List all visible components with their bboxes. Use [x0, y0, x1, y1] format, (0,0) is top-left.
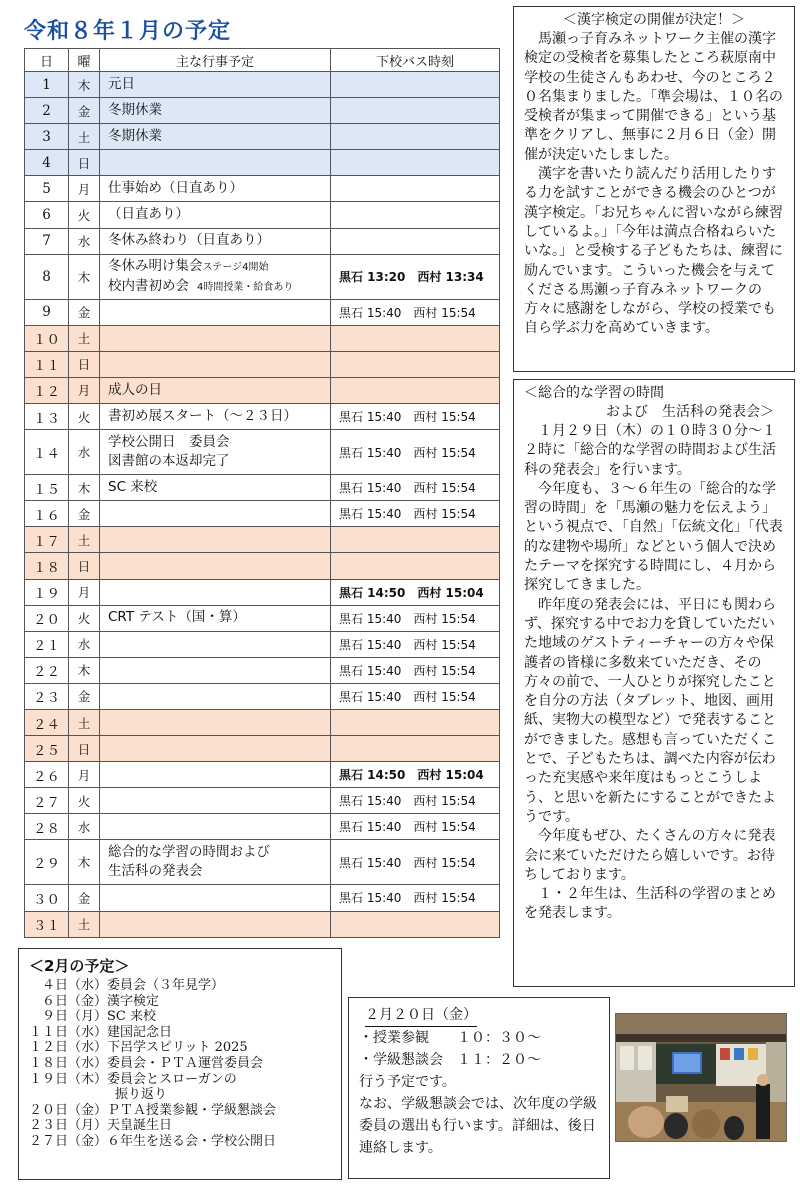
row-events	[100, 150, 331, 176]
list-item: １２日（水）下呂学スピリット 2025	[29, 1040, 248, 1056]
row-events	[100, 814, 331, 840]
event-text: 冬休み終わり（日直あり）	[108, 232, 270, 249]
row-weekday: 日	[69, 150, 100, 176]
row-events	[100, 404, 331, 430]
presentation-paragraph: 今年度もぜひ、たくさんの方々に発表会に来ていただけたら嬉しいです。お待ちしております。	[524, 828, 776, 883]
event-text: 書初め展スタート（～２３日）	[108, 407, 297, 424]
row-bus-time	[331, 527, 500, 553]
row-day: ２６	[25, 762, 69, 788]
row-weekday: 土	[69, 527, 100, 553]
table-row	[25, 885, 500, 911]
row-events	[100, 657, 331, 683]
row-weekday: 金	[69, 299, 100, 325]
table-row	[25, 683, 500, 709]
event-text: 冬期休業	[108, 101, 162, 118]
row-day: ２５	[25, 736, 69, 762]
row-bus-time	[331, 736, 500, 762]
presentation-notice	[513, 379, 795, 987]
event-text: 冬休み明け集会	[108, 258, 203, 275]
row-events	[100, 98, 331, 124]
row-day: 8	[25, 254, 69, 299]
row-day: １８	[25, 553, 69, 579]
row-events	[100, 430, 331, 475]
row-weekday: 土	[69, 325, 100, 351]
row-events	[100, 631, 331, 657]
event-text: 生活科の発表会	[108, 863, 203, 880]
table-row	[25, 762, 500, 788]
page-title: 令和８年１月の予定	[24, 19, 232, 44]
row-day: 1	[25, 72, 69, 98]
table-row	[25, 228, 500, 254]
row-weekday: 火	[69, 202, 100, 228]
presentation-paragraph: １月２９日（木）の１０時３０分～１２時に「総合的な学習の時間および生活科の発表会」を行います。	[524, 423, 776, 478]
row-day: 2	[25, 98, 69, 124]
event-text: 仕事始め（日直あり）	[108, 180, 243, 197]
row-day: 4	[25, 150, 69, 176]
row-bus-time: 黒石 15:40 西村 15:54	[331, 475, 500, 501]
visit-line: ・授業参観 １０：３０～	[359, 1030, 541, 1046]
row-day: ３１	[25, 911, 69, 937]
table-row	[25, 814, 500, 840]
row-day: 9	[25, 299, 69, 325]
row-weekday: 木	[69, 254, 100, 299]
row-events	[100, 683, 331, 709]
row-weekday: 土	[69, 709, 100, 735]
list-item: ４日（水）委員会（３年見学）	[29, 978, 225, 993]
row-bus-time	[331, 124, 500, 150]
header-bus-time: 下校バス時刻	[331, 49, 500, 72]
table-row	[25, 98, 500, 124]
row-weekday: 金	[69, 98, 100, 124]
row-bus-time: 黒石 15:40 西村 15:54	[331, 657, 500, 683]
row-day: １９	[25, 579, 69, 605]
list-item: １１日（水）建国記念日	[29, 1024, 173, 1040]
row-weekday: 火	[69, 605, 100, 631]
table-row	[25, 72, 500, 98]
row-bus-time	[331, 150, 500, 176]
row-weekday: 金	[69, 501, 100, 527]
row-bus-time	[331, 72, 500, 98]
list-item: ６日（金）漢字検定	[29, 993, 160, 1009]
row-weekday: 水	[69, 814, 100, 840]
list-item: ９日（月）SC 来校	[29, 1009, 156, 1025]
event-text: 総合的な学習の時間および	[108, 843, 270, 860]
row-day: ２１	[25, 631, 69, 657]
row-day: 5	[25, 176, 69, 202]
presentation-subheading: および 生活科の発表会＞	[606, 404, 774, 420]
row-events	[100, 579, 331, 605]
row-bus-time: 黒石 15:40 西村 15:54	[331, 430, 500, 475]
row-events	[100, 911, 331, 937]
row-events	[100, 124, 331, 150]
row-bus-time	[331, 911, 500, 937]
row-weekday: 火	[69, 788, 100, 814]
row-day: １１	[25, 351, 69, 377]
table-row	[25, 736, 500, 762]
row-bus-time: 黒石 15:40 西村 15:54	[331, 631, 500, 657]
event-text: 図書館の本返却完了	[108, 453, 230, 470]
row-weekday: 木	[69, 840, 100, 885]
row-events	[100, 72, 331, 98]
visit-line: 行う予定です。	[359, 1074, 456, 1090]
row-bus-time	[331, 98, 500, 124]
table-header-row	[25, 49, 500, 72]
event-text: 学校公開日 委員会	[108, 433, 230, 450]
kanji-paragraph: 馬瀬っ子育みネットワーク主催の漢字検定の受検者を募集したところ萩原南中学校の生徒さんもあわせ、今のところ２０名集まりました。「準会場は、１０名の受検者が集まって開催できる」という基準をクリアし、無事に２月６日（金）開催が決定いたしました。	[524, 31, 783, 163]
row-events	[100, 885, 331, 911]
row-day: ２９	[25, 840, 69, 885]
event-text: （日直あり）	[108, 206, 189, 223]
row-weekday: 木	[69, 475, 100, 501]
row-bus-time: 黒石 15:40 西村 15:54	[331, 605, 500, 631]
row-weekday: 水	[69, 430, 100, 475]
row-bus-time	[331, 176, 500, 202]
list-item: ２７日（金）６年生を送る会・学校公開日	[29, 1133, 277, 1149]
event-note: ステージ4開始	[202, 262, 269, 274]
row-weekday: 土	[69, 911, 100, 937]
row-weekday: 木	[69, 657, 100, 683]
row-bus-time: 黒石 14:50 西村 15:04	[331, 579, 500, 605]
row-bus-time: 黒石 15:40 西村 15:54	[331, 404, 500, 430]
presentation-paragraph: 今年度も、３～６年生の「総合的な学習の時間」を「馬瀬の魅力を伝えよう」という視点で、「自然」「伝統文化」「代表的な建物や場所」などという個人で決めたテーマを探究する時間にし、４月から探究してきました。	[524, 480, 783, 594]
row-day: ２２	[25, 657, 69, 683]
event-text: 元日	[108, 75, 135, 92]
row-weekday: 日	[69, 553, 100, 579]
event-text: 冬期休業	[108, 127, 162, 144]
row-day: １０	[25, 325, 69, 351]
list-item: １９日（木）委員会とスローガンの	[29, 1071, 237, 1087]
row-events	[100, 605, 331, 631]
row-bus-time	[331, 325, 500, 351]
table-row	[25, 911, 500, 937]
row-events	[100, 377, 331, 403]
february-schedule	[18, 948, 342, 1180]
row-events	[100, 553, 331, 579]
kanji-heading: ＜漢字検定の開催が決定！＞	[563, 12, 745, 28]
row-day: ３０	[25, 885, 69, 911]
event-note: 4時間授業・給食あり	[197, 281, 294, 293]
row-day: ２７	[25, 788, 69, 814]
row-bus-time: 黒石 15:40 西村 15:54	[331, 501, 500, 527]
visit-line: ・学級懇談会 １１：２０～	[359, 1052, 541, 1068]
row-events	[100, 176, 331, 202]
header-day: 日	[25, 49, 69, 72]
row-bus-time	[331, 202, 500, 228]
row-events	[100, 202, 331, 228]
header-weekday: 曜	[69, 49, 100, 72]
event-text: CRT テスト（国・算）	[108, 609, 246, 626]
row-bus-time: 黒石 15:40 西村 15:54	[331, 683, 500, 709]
row-weekday: 土	[69, 124, 100, 150]
row-day: ２４	[25, 709, 69, 735]
table-row	[25, 176, 500, 202]
row-weekday: 金	[69, 683, 100, 709]
row-day: 6	[25, 202, 69, 228]
row-weekday: 火	[69, 404, 100, 430]
row-events	[100, 325, 331, 351]
row-events	[100, 351, 331, 377]
row-weekday: 水	[69, 631, 100, 657]
row-events	[100, 840, 331, 885]
row-bus-time	[331, 228, 500, 254]
kanji-paragraph: 漢字を書いたり読んだり活用したりする力を試すことができる機会のひとつが漢字検定。「お兄ちゃんに習いながら練習しているよ。」「今年は満点合格ねらいたいな。」と受検する子どもたちは、練習に励んでいます。こういった機会を与えてくださる馬瀬っ子育みネットワークの方々に感謝をしながら、学校の授業でも自ら学ぶ力を高めていきます。	[524, 166, 783, 337]
presentation-heading: ＜総合的な学習の時間	[524, 385, 664, 401]
table-row	[25, 631, 500, 657]
row-events	[100, 736, 331, 762]
header-events: 主な行事予定	[100, 49, 331, 72]
table-row	[25, 150, 500, 176]
row-weekday: 金	[69, 885, 100, 911]
list-item: １８日（水）委員会・ＰＴＡ運営委員会	[29, 1055, 264, 1071]
table-row	[25, 377, 500, 403]
row-events	[100, 254, 331, 299]
row-weekday: 月	[69, 762, 100, 788]
row-day: 7	[25, 228, 69, 254]
row-bus-time	[331, 377, 500, 403]
row-day: １６	[25, 501, 69, 527]
list-item: ２３日（月）天皇誕生日	[29, 1118, 173, 1134]
row-events	[100, 762, 331, 788]
row-bus-time	[331, 709, 500, 735]
row-bus-time	[331, 553, 500, 579]
table-row	[25, 840, 500, 885]
row-day: １２	[25, 377, 69, 403]
row-events	[100, 299, 331, 325]
row-day: 3	[25, 124, 69, 150]
row-bus-time: 黒石 13:20 西村 13:34	[331, 254, 500, 299]
table-row	[25, 605, 500, 631]
list-item: 振り返り	[115, 1087, 168, 1103]
table-row	[25, 709, 500, 735]
row-weekday: 月	[69, 176, 100, 202]
row-bus-time	[331, 351, 500, 377]
row-events	[100, 709, 331, 735]
row-weekday: 水	[69, 228, 100, 254]
row-day: １５	[25, 475, 69, 501]
visit-date: ２月２０日（金）	[365, 1004, 477, 1027]
row-events	[100, 228, 331, 254]
row-bus-time: 黒石 15:40 西村 15:54	[331, 299, 500, 325]
row-bus-time: 黒石 15:40 西村 15:54	[331, 885, 500, 911]
table-row	[25, 475, 500, 501]
table-row	[25, 501, 500, 527]
row-events	[100, 527, 331, 553]
table-row	[25, 657, 500, 683]
row-bus-time: 黒石 15:40 西村 15:54	[331, 788, 500, 814]
table-row	[25, 579, 500, 605]
row-bus-time: 黒石 14:50 西村 15:04	[331, 762, 500, 788]
row-weekday: 日	[69, 736, 100, 762]
presentation-paragraph: 昨年度の発表会には、平日にも関わらず、探究する中でお力を貸していただいた地域のゲストティーチャーの方々や保護者の皆様に多数来ていただき、その方々の前で、一人ひとりが探究したことを自分の方法（タブレット、地図、画用紙、実物大の模型など）で発表することができました。感想も言っていただくことで、子どもたちは、調べた内容が伝わった充実感や来年度はもっとこうしよう、と思いを新たにすることができたようです。	[524, 596, 776, 825]
row-weekday: 月	[69, 579, 100, 605]
january-schedule-table	[24, 48, 500, 938]
table-row	[25, 351, 500, 377]
row-day: １７	[25, 527, 69, 553]
class-visit-notice	[348, 997, 610, 1179]
table-row	[25, 325, 500, 351]
row-bus-time: 黒石 15:40 西村 15:54	[331, 840, 500, 885]
row-day: １３	[25, 404, 69, 430]
row-weekday: 木	[69, 72, 100, 98]
classroom-photo	[615, 1013, 787, 1142]
table-row	[25, 124, 500, 150]
row-events	[100, 788, 331, 814]
row-day: ２８	[25, 814, 69, 840]
row-day: ２３	[25, 683, 69, 709]
table-row	[25, 788, 500, 814]
row-day: ２０	[25, 605, 69, 631]
row-bus-time: 黒石 15:40 西村 15:54	[331, 814, 500, 840]
table-row	[25, 254, 500, 299]
event-text: SC 来校	[108, 478, 158, 495]
table-row	[25, 202, 500, 228]
row-day: １４	[25, 430, 69, 475]
table-row	[25, 430, 500, 475]
presentation-paragraph: １・２年生は、生活科の学習のまとめを発表します。	[524, 886, 776, 922]
row-events	[100, 475, 331, 501]
february-list	[29, 978, 331, 1150]
table-row	[25, 553, 500, 579]
row-weekday: 日	[69, 351, 100, 377]
list-item: ２０日（金）ＰＴＡ授業参観・学級懇談会	[29, 1102, 277, 1118]
visit-line: なお、学級懇談会では、次年度の学級委員の選出も行います。詳細は、後日連絡します。	[359, 1096, 597, 1156]
row-events	[100, 501, 331, 527]
table-row	[25, 299, 500, 325]
february-heading: ＜2月の予定＞	[29, 957, 130, 975]
row-weekday: 月	[69, 377, 100, 403]
table-row	[25, 404, 500, 430]
event-text: 成人の日	[108, 381, 162, 398]
event-text: 校内書初め会	[108, 277, 189, 294]
table-row	[25, 527, 500, 553]
kanji-test-notice	[513, 6, 795, 372]
